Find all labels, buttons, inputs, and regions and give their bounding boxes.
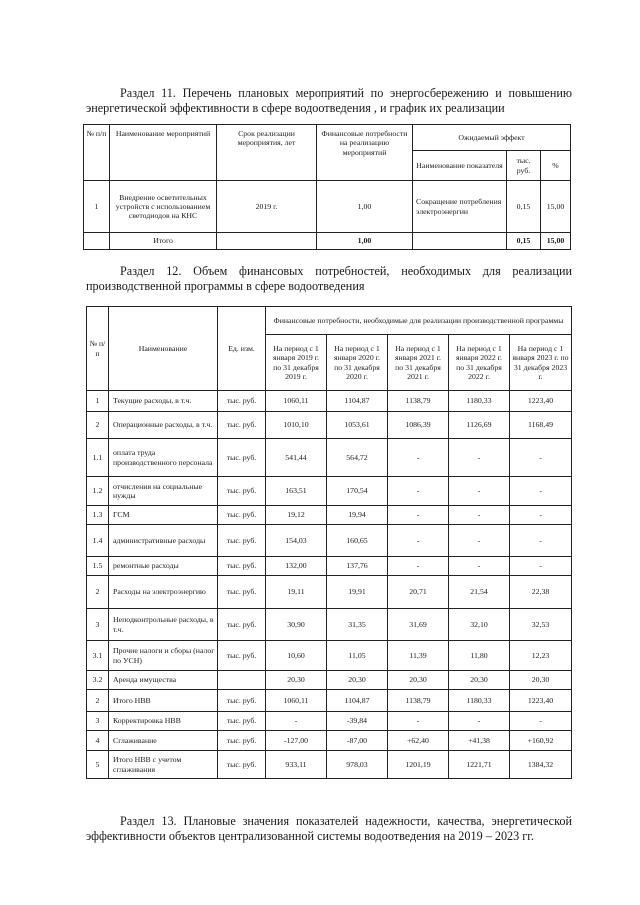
t12-cell-value: - [449, 506, 510, 525]
t11-total-finance: 1,00 [317, 233, 413, 250]
t12-cell-value: - [510, 477, 572, 506]
table-row-total [84, 233, 571, 250]
t11-total-percent: 15,00 [541, 233, 571, 250]
t12-cell-value: - [388, 439, 449, 477]
t11-cell-thousand: 0,15 [507, 181, 541, 233]
t11-total-thousand: 0,15 [507, 233, 541, 250]
t12-cell-unit: тыс. руб. [218, 439, 266, 477]
table-row [87, 525, 572, 557]
t12-cell-value: 11,39 [388, 641, 449, 671]
t12-cell-unit: тыс. руб. [218, 391, 266, 412]
t12-cell-num: 3 [87, 609, 109, 641]
t12-cell-num: 2 [87, 690, 109, 712]
t12-cell-value: +62,40 [388, 731, 449, 751]
section-11-heading-line2: энергетической эффективности в сфере водоотведения , и график их реализации [86, 100, 505, 115]
section-12-table [86, 306, 572, 779]
t12-cell-value: 1138,79 [388, 690, 449, 712]
t11-header-effect: Ожидаемый эффект [413, 125, 571, 151]
t12-cell-unit: тыс. руб. [218, 576, 266, 609]
t12-cell-num: 1.5 [87, 557, 109, 576]
t12-cell-value: 20,30 [449, 671, 510, 690]
t12-cell-num: 3 [87, 712, 109, 731]
table-row [87, 412, 572, 439]
t12-cell-value: +160,92 [510, 731, 572, 751]
t11-total-empty [84, 233, 110, 250]
t12-cell-value: 1138,79 [388, 391, 449, 412]
t12-cell-value: 19,94 [327, 506, 388, 525]
t12-header-period-2023: На период с 1 января 2023 г. по 31 декабря 2023 г. [510, 335, 572, 391]
t12-cell-value: - [510, 557, 572, 576]
t12-cell-num: 1.3 [87, 506, 109, 525]
t12-cell-value: -87,00 [327, 731, 388, 751]
t12-cell-value: - [449, 477, 510, 506]
table-row [87, 641, 572, 671]
t12-cell-value: 1086,39 [388, 412, 449, 439]
t11-cell-finance: 1,00 [317, 181, 413, 233]
t12-cell-unit: тыс. руб. [218, 641, 266, 671]
table-row [87, 391, 572, 412]
t12-cell-value: 32,10 [449, 609, 510, 641]
t12-cell-value: -39,84 [327, 712, 388, 731]
t12-cell-unit: тыс. руб. [218, 525, 266, 557]
t12-cell-name: административные расходы [109, 525, 218, 557]
section-11-table [83, 124, 571, 250]
t12-cell-value: - [510, 506, 572, 525]
t11-total-label: Итого [110, 233, 217, 250]
t12-cell-value: 11,05 [327, 641, 388, 671]
t12-cell-value: 1221,71 [449, 751, 510, 779]
table-row [87, 557, 572, 576]
t12-cell-value: 1060,11 [266, 690, 327, 712]
t12-cell-name: Корректировка НВВ [109, 712, 218, 731]
t12-cell-value: 1010,10 [266, 412, 327, 439]
t12-cell-name: отчисления на социальные нужды [109, 477, 218, 506]
table-row [87, 609, 572, 641]
t12-cell-name: Текущие расходы, в т.ч. [109, 391, 218, 412]
t12-cell-value: 154,03 [266, 525, 327, 557]
t12-cell-value: - [388, 477, 449, 506]
table-row [87, 576, 572, 609]
section-13-heading [86, 814, 572, 843]
t11-cell-num: 1 [84, 181, 110, 233]
table-row [87, 712, 572, 731]
t12-cell-value: 12,23 [510, 641, 572, 671]
t12-cell-value: 132,00 [266, 557, 327, 576]
t12-cell-unit: тыс. руб. [218, 690, 266, 712]
t11-header-name: Наименование мероприятий [110, 125, 217, 181]
t12-cell-value: 19,11 [266, 576, 327, 609]
t12-cell-value: - [388, 712, 449, 731]
t12-cell-value: 32,53 [510, 609, 572, 641]
t12-cell-value: 1201,19 [388, 751, 449, 779]
section-11-heading-line1: Раздел 11. Перечень плановых мероприятий по энергосбережению и повышению [120, 86, 572, 100]
table-row [87, 671, 572, 690]
t12-header-name: Наименование [109, 307, 218, 391]
t12-cell-num: 2 [87, 412, 109, 439]
t12-cell-value: 160,65 [327, 525, 388, 557]
t12-cell-num: 5 [87, 751, 109, 779]
t11-total-empty-indicator [413, 233, 507, 250]
t11-header-percent: % [541, 151, 571, 181]
table-row [87, 439, 572, 477]
t12-cell-value: 1180,33 [449, 690, 510, 712]
t12-cell-value: 20,30 [388, 671, 449, 690]
t12-cell-name: Сглаживание [109, 731, 218, 751]
t12-cell-name: Операционные расходы, в т.ч. [109, 412, 218, 439]
t11-header-thousand: тыс. руб. [507, 151, 541, 181]
t12-cell-name: Итого НВВ с учетом сглаживания [109, 751, 218, 779]
t11-cell-percent: 15,00 [541, 181, 571, 233]
t12-cell-name: ГСМ [109, 506, 218, 525]
t12-cell-value: 19,91 [327, 576, 388, 609]
t12-cell-num: 1.4 [87, 525, 109, 557]
t12-cell-value: 933,11 [266, 751, 327, 779]
t12-cell-value: - [510, 712, 572, 731]
t12-cell-value: 541,44 [266, 439, 327, 477]
t12-cell-value: - [449, 439, 510, 477]
t12-cell-unit: тыс. руб. [218, 477, 266, 506]
t12-cell-name: ремонтные расходы [109, 557, 218, 576]
table-row [87, 506, 572, 525]
t12-cell-unit: тыс. руб. [218, 712, 266, 731]
t12-cell-value: 1060,11 [266, 391, 327, 412]
t12-cell-value: 30,90 [266, 609, 327, 641]
t12-cell-value: 10,60 [266, 641, 327, 671]
t12-cell-value: - [388, 506, 449, 525]
t12-cell-value: 20,71 [388, 576, 449, 609]
t12-cell-value: 31,69 [388, 609, 449, 641]
table-row [87, 477, 572, 506]
t12-cell-value: - [510, 525, 572, 557]
t12-header-period-2022: На период с 1 января 2022 г. по 31 декабря 2022 г. [449, 335, 510, 391]
t12-cell-value: 1180,33 [449, 391, 510, 412]
section-11-heading [86, 86, 572, 115]
t12-cell-unit: тыс. руб. [218, 506, 266, 525]
t12-cell-name: Неподконтрольные расходы, в т.ч. [109, 609, 218, 641]
t11-total-empty-term [217, 233, 317, 250]
t12-cell-name: Расходы на электроэнергию [109, 576, 218, 609]
t12-cell-value: - [449, 712, 510, 731]
t12-cell-value: 1053,61 [327, 412, 388, 439]
table-row [87, 751, 572, 779]
section-13-heading-line2: эффективности объектов централизованной системы водоотведения на 2019 – 2023 гг. [86, 828, 534, 843]
section-12-heading-line1: Раздел 12. Объем финансовых потребностей, необходимых для реализации [120, 264, 572, 278]
t12-cell-value: 11,80 [449, 641, 510, 671]
t12-cell-value: 22,38 [510, 576, 572, 609]
t12-cell-value: - [449, 557, 510, 576]
t11-header-indicator: Наименование показателя [413, 151, 507, 181]
t12-cell-value: 1104,87 [327, 690, 388, 712]
t12-cell-value: - [449, 525, 510, 557]
t12-header-period-2020: На период с 1 января 2020 г. по 31 декабря 2020 г. [327, 335, 388, 391]
t12-cell-num: 3.2 [87, 671, 109, 690]
t11-header-term: Срок реализации мероприятия, лет [217, 125, 317, 181]
t12-cell-value: - [388, 525, 449, 557]
t12-cell-name: Аренда имущества [109, 671, 218, 690]
t12-cell-name: Прочие налоги и сборы (налог по УСН) [109, 641, 218, 671]
table-row [84, 181, 571, 233]
t12-cell-value: - [388, 557, 449, 576]
t12-cell-value: - [510, 439, 572, 477]
t12-header-num: № п/п [87, 307, 109, 391]
t12-cell-value: 564,72 [327, 439, 388, 477]
t12-header-period-2021: На период с 1 января 2021 г. по 31 декабря 2021 г. [388, 335, 449, 391]
t12-cell-num: 2 [87, 576, 109, 609]
t12-cell-value: +41,38 [449, 731, 510, 751]
t11-header-num: № п/п [84, 125, 110, 181]
t12-cell-name: оплата труда производственного персонала [109, 439, 218, 477]
t12-header-unit: Ед. изм. [218, 307, 266, 391]
t12-cell-value: 20,30 [327, 671, 388, 690]
t12-cell-value: -127,00 [266, 731, 327, 751]
t12-cell-value: 20,30 [266, 671, 327, 690]
t12-cell-value: 1168,49 [510, 412, 572, 439]
t12-cell-num: 1.2 [87, 477, 109, 506]
t12-cell-unit [218, 671, 266, 690]
t12-cell-num: 1.1 [87, 439, 109, 477]
t12-cell-unit: тыс. руб. [218, 412, 266, 439]
t12-cell-unit: тыс. руб. [218, 751, 266, 779]
t12-cell-value: 1223,40 [510, 391, 572, 412]
t11-cell-term: 2019 г. [217, 181, 317, 233]
t12-cell-value: 170,54 [327, 477, 388, 506]
t12-cell-value: 20,30 [510, 671, 572, 690]
t12-cell-unit: тыс. руб. [218, 731, 266, 751]
section-13-heading-line1: Раздел 13. Плановые значения показателей надежности, качества, энергетической [120, 814, 572, 828]
t12-cell-value: 19,12 [266, 506, 327, 525]
t12-cell-value: 21,54 [449, 576, 510, 609]
t12-cell-num: 3.1 [87, 641, 109, 671]
t12-header-group: Финансовые потребности, необходимые для реализации производственной программы [266, 307, 572, 335]
t12-cell-value: 137,76 [327, 557, 388, 576]
t11-cell-indicator: Сокращение потребления электроэнергии [413, 181, 507, 233]
t12-cell-num: 4 [87, 731, 109, 751]
t12-cell-num: 1 [87, 391, 109, 412]
table-row [87, 690, 572, 712]
t12-cell-unit: тыс. руб. [218, 557, 266, 576]
t12-cell-value: 1104,87 [327, 391, 388, 412]
section-12-heading-line2: производственной программы в сфере водоотведения [86, 278, 365, 293]
t12-cell-value: 1384,32 [510, 751, 572, 779]
t12-cell-unit: тыс. руб. [218, 609, 266, 641]
t12-cell-value: 978,03 [327, 751, 388, 779]
t12-cell-value: 31,35 [327, 609, 388, 641]
t11-cell-name: Внедрение осветительных устройств с использованием светодиодов на КНС [110, 181, 217, 233]
t12-header-period-2019: На период с 1 января 2019 г. по 31 декабря 2019 г. [266, 335, 327, 391]
t11-header-finance: Финансовые потребности на реализацию мероприятий [317, 125, 413, 181]
t12-cell-value: 1126,69 [449, 412, 510, 439]
t12-cell-value: - [266, 712, 327, 731]
t12-cell-name: Итого НВВ [109, 690, 218, 712]
t12-cell-value: 1223,40 [510, 690, 572, 712]
t12-cell-value: 163,51 [266, 477, 327, 506]
table-row [87, 731, 572, 751]
section-12-heading [86, 264, 572, 293]
